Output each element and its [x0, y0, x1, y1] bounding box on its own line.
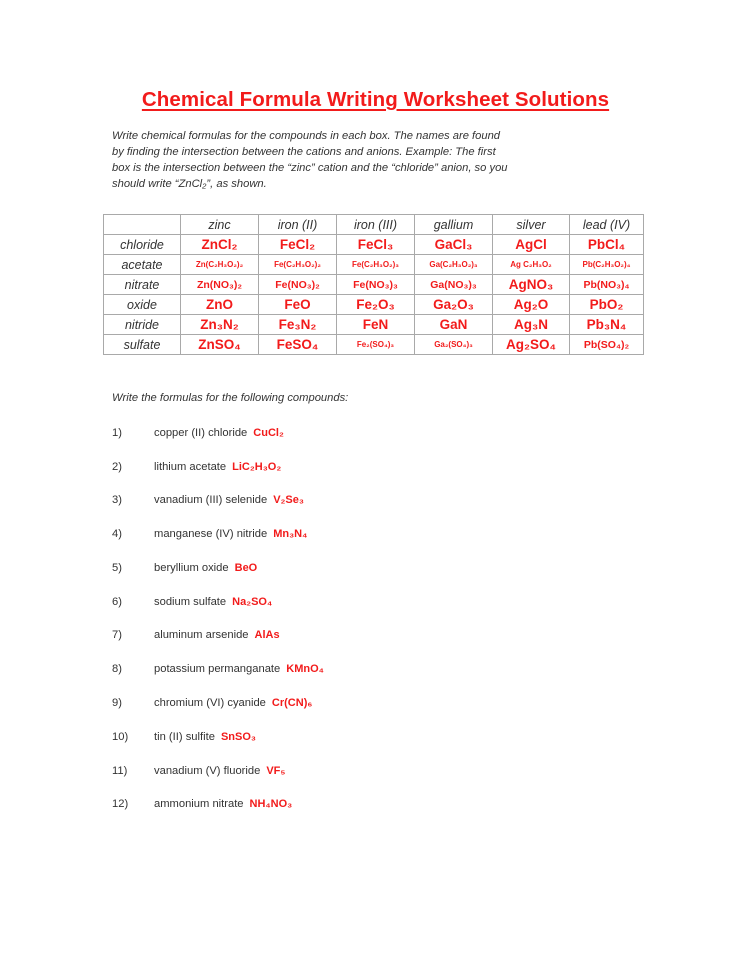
- list-item: [112, 697, 312, 709]
- formula-answer: KMnO₄: [286, 663, 324, 675]
- item-number: 10): [112, 731, 129, 743]
- anion-label: nitrate: [104, 275, 181, 295]
- formula-cell: PbCl₄: [570, 235, 644, 255]
- formula-cell: Ga(NO₃)₃: [415, 275, 493, 295]
- list-item: [112, 562, 257, 574]
- compound-name: manganese (IV) nitride: [154, 528, 268, 540]
- formula-answer: V₂Se₃: [273, 494, 304, 506]
- header-row: [104, 215, 644, 235]
- formula-answer: Cr(CN)₆: [271, 697, 313, 709]
- list-item: [112, 596, 272, 608]
- corner-cell: [104, 215, 181, 235]
- item-number: 3): [112, 494, 122, 506]
- compound-name: ammonium nitrate: [154, 798, 244, 810]
- item-number: 7): [112, 629, 122, 641]
- compound-name: lithium acetate: [154, 461, 227, 473]
- list-item: [112, 528, 307, 540]
- anion-label: oxide: [104, 295, 181, 315]
- formula-cell: Pb(SO₄)₂: [570, 335, 644, 355]
- cation-header: zinc: [181, 215, 259, 235]
- formula-cell: AgCl: [493, 235, 570, 255]
- list-heading: Write the formulas for the following compounds:: [112, 392, 349, 404]
- formula-cell: Ag C₂H₃O₂: [493, 255, 570, 275]
- formula-cell: Zn(NO₃)₂: [181, 275, 259, 295]
- list-item: [112, 798, 292, 810]
- list-item: [112, 427, 284, 439]
- formula-cell: Zn₃N₂: [181, 315, 259, 335]
- instructions-line: by finding the intersection between the cations and anions. Example: The first: [112, 146, 496, 158]
- formula-cell: ZnO: [181, 295, 259, 315]
- worksheet-title: Chemical Formula Writing Worksheet Solutions: [141, 88, 610, 111]
- table-row: [104, 255, 644, 275]
- list-item: [112, 663, 324, 675]
- formula-answer: CuCl₂: [253, 427, 284, 439]
- formula-answer: SnSO₃: [220, 731, 256, 743]
- list-item: [112, 731, 256, 743]
- formula-answer: NH₄NO₃: [249, 798, 293, 810]
- table-row: [104, 275, 644, 295]
- formula-cell: Fe₃N₂: [259, 315, 337, 335]
- cation-header: iron (II): [259, 215, 337, 235]
- item-number: 6): [112, 596, 122, 608]
- formula-cell: Ga₂(SO₄)₃: [415, 335, 493, 355]
- list-item: [112, 765, 285, 777]
- compound-name: vanadium (III) selenide: [154, 494, 268, 506]
- formula-cell: Fe(C₂H₃O₂)₃: [337, 255, 415, 275]
- formula-cell: Pb(NO₃)₄: [570, 275, 644, 295]
- cation-header: silver: [493, 215, 570, 235]
- item-number: 9): [112, 697, 122, 709]
- formula-cell: ZnCl₂: [181, 235, 259, 255]
- cation-header: gallium: [415, 215, 493, 235]
- formula-answer: BeO: [234, 562, 258, 574]
- list-item: [112, 629, 280, 641]
- list-item: [112, 461, 281, 473]
- formula-cell: AgNO₃: [493, 275, 570, 295]
- compound-name: aluminum arsenide: [154, 629, 249, 641]
- formula-cell: Pb₃N₄: [570, 315, 644, 335]
- formula-answer: Na₂SO₄: [232, 596, 273, 608]
- anion-label: chloride: [104, 235, 181, 255]
- item-number: 12): [112, 798, 129, 810]
- item-number: 5): [112, 562, 122, 574]
- compound-name: beryllium oxide: [154, 562, 229, 574]
- table-row: [104, 315, 644, 335]
- anion-label: sulfate: [104, 335, 181, 355]
- formula-cell: ZnSO₄: [181, 335, 259, 355]
- formula-cell: GaCl₃: [415, 235, 493, 255]
- compound-name: copper (II) chloride: [154, 427, 248, 439]
- item-number: 11): [112, 765, 128, 777]
- formula-cell: Ag₃N: [493, 315, 570, 335]
- formula-cell: Fe(C₂H₃O₂)₂: [259, 255, 337, 275]
- formula-cell: FeN: [337, 315, 415, 335]
- formula-cell: FeCl₃: [337, 235, 415, 255]
- anion-label: nitride: [104, 315, 181, 335]
- formula-grid: [103, 214, 644, 355]
- compound-name: chromium (VI) cyanide: [154, 697, 266, 709]
- compound-name: sodium sulfate: [154, 596, 227, 608]
- formula-cell: Ag₂O: [493, 295, 570, 315]
- compound-name: potassium permanganate: [154, 663, 281, 675]
- compound-name: tin (II) sulfite: [154, 731, 215, 743]
- formula-cell: Fe(NO₃)₂: [259, 275, 337, 295]
- table-row: [104, 295, 644, 315]
- formula-cell: Ag₂SO₄: [493, 335, 570, 355]
- formula-answer: AlAs: [254, 629, 280, 641]
- formula-cell: FeSO₄: [259, 335, 337, 355]
- item-number: 2): [112, 461, 122, 473]
- compound-name: vanadium (V) fluoride: [154, 765, 261, 777]
- formula-answer: LiC₂H₃O₂: [232, 461, 282, 473]
- cation-header: lead (IV): [570, 215, 644, 235]
- item-number: 1): [112, 427, 122, 439]
- table-row: [104, 235, 644, 255]
- formula-answer: Mn₃N₄: [273, 528, 308, 540]
- formula-cell: Ga(C₂H₃O₂)₃: [415, 255, 493, 275]
- formula-cell: Fe₂O₃: [337, 295, 415, 315]
- item-number: 8): [112, 663, 122, 675]
- formula-cell: FeO: [259, 295, 337, 315]
- formula-cell: GaN: [415, 315, 493, 335]
- formula-cell: Pb(C₂H₃O₂)₄: [570, 255, 644, 275]
- formula-cell: FeCl₂: [259, 235, 337, 255]
- formula-cell: Fe₂(SO₄)₃: [337, 335, 415, 355]
- formula-cell: Zn(C₂H₃O₂)₂: [181, 255, 259, 275]
- list-item: [112, 494, 304, 506]
- formula-cell: Ga₂O₃: [415, 295, 493, 315]
- table-row: [104, 335, 644, 355]
- formula-answer: VF₅: [266, 765, 286, 777]
- instructions-paragraph: [112, 128, 642, 192]
- cation-header: iron (III): [337, 215, 415, 235]
- formula-cell: Fe(NO₃)₃: [337, 275, 415, 295]
- formula-cell: PbO₂: [570, 295, 644, 315]
- anion-label: acetate: [104, 255, 181, 275]
- item-number: 4): [112, 528, 122, 540]
- instructions-line: should write “ZnCl₂”, as shown.: [112, 178, 267, 190]
- instructions-line: box is the intersection between the “zinc” cation and the “chloride” anion, so you: [112, 162, 508, 174]
- instructions-line: Write chemical formulas for the compounds in each box. The names are found: [112, 130, 501, 142]
